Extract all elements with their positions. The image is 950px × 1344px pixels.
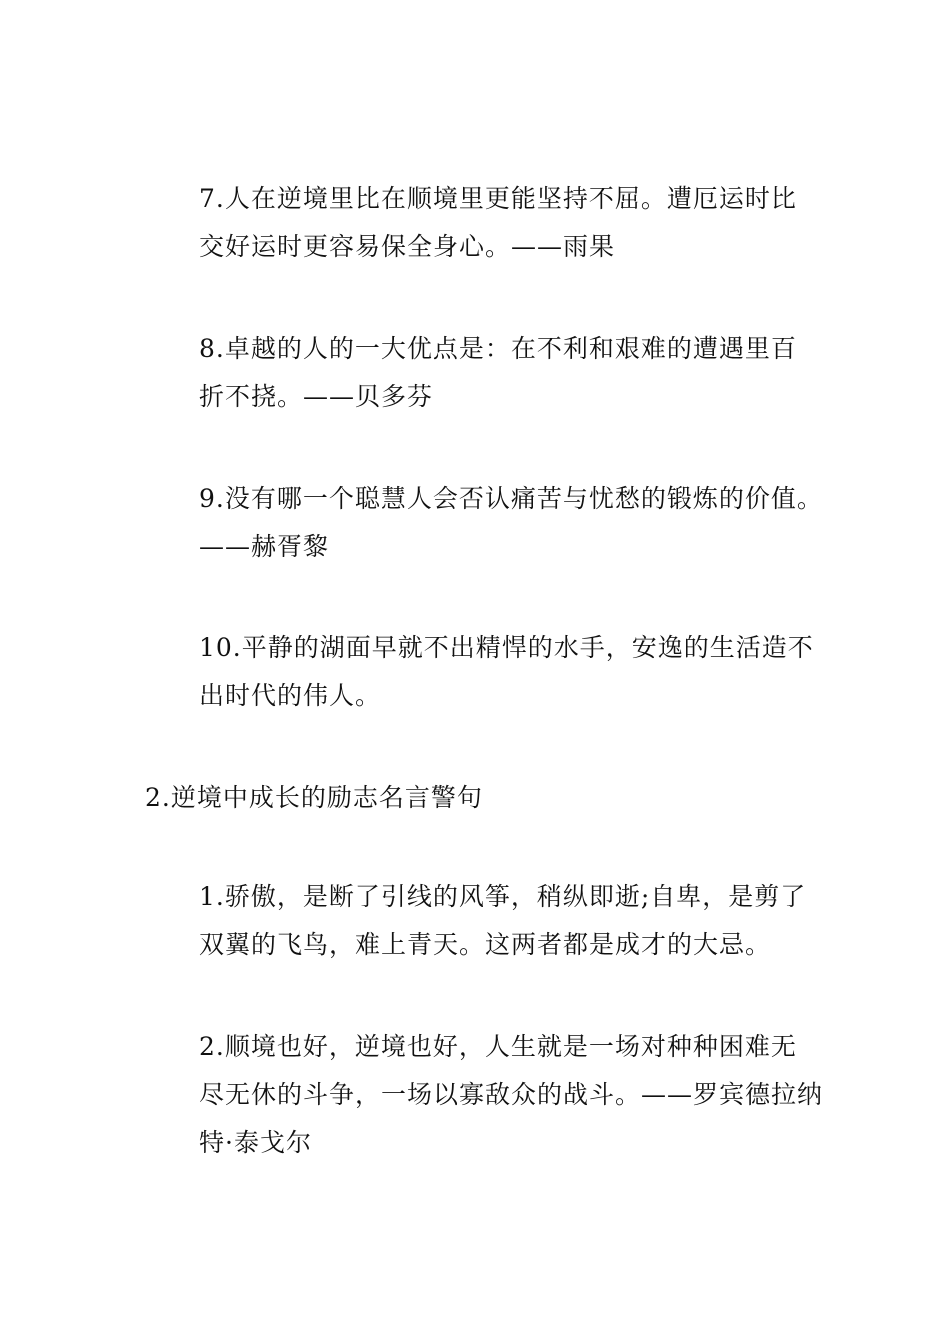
text-line: 交好运时更容易保全身心。——雨果 [199,232,616,261]
text-line: 8.卓越的人的一大优点是：在不利和艰难的遭遇里百 [199,334,797,363]
text-line: 10.平静的湖面早就不出精悍的水手，安逸的生活造不 [199,633,814,662]
text-line: 尽无休的斗争，一场以寡敌众的战斗。——罗宾德拉纳 [199,1080,824,1109]
text-line: 2.顺境也好，逆境也好，人生就是一场对种种困难无 [199,1032,797,1061]
quote-paragraph-10 [145,624,815,720]
quote-paragraph-1 [145,873,815,969]
text-line: 1.骄傲，是断了引线的风筝，稍纵即逝;自卑，是剪了 [199,882,807,911]
quote-paragraph-8 [145,325,815,421]
text-line: 双翼的飞鸟，难上青天。这两者都是成才的大忌。 [199,930,772,959]
text-line: 9.没有哪一个聪慧人会否认痛苦与忧愁的锻炼的价值。 [199,484,823,513]
text-line: ——赫胥黎 [199,532,330,561]
text-line: 特·泰戈尔 [199,1128,312,1157]
text-line: 出时代的伟人。 [199,681,382,710]
heading-text: 2.逆境中成长的励志名言警句 [145,783,483,812]
quote-paragraph-2 [145,1023,824,1167]
text-line: 折不挠。——贝多芬 [199,382,434,411]
quote-paragraph-7 [145,175,815,271]
quote-paragraph-9 [145,475,823,571]
text-line: 7.人在逆境里比在顺境里更能坚持不屈。遭厄运时比 [199,184,797,213]
section-heading [145,774,815,822]
